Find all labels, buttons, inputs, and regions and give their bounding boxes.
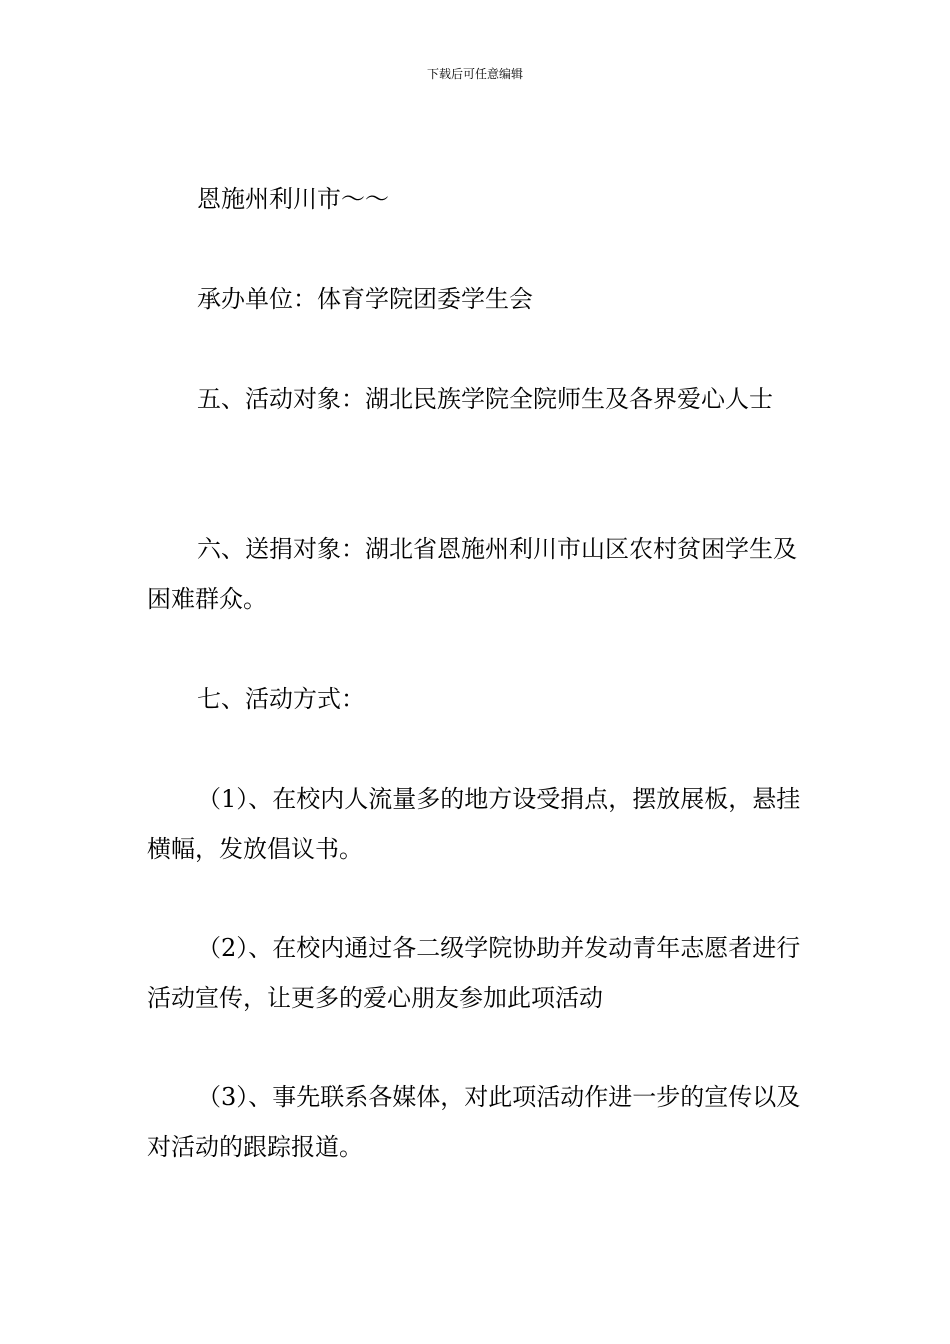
paragraph-location: 恩施州利川市～～ — [197, 185, 389, 213]
header-note: 下载后可任意编辑 — [426, 67, 523, 81]
paragraph-method-3: （3）、事先联系各媒体，对此项活动作进一步的宣传以及对活动的跟踪报道。 — [147, 1083, 801, 1161]
paragraph-method-heading: 七、活动方式： — [197, 685, 365, 713]
paragraph-participants: 五、活动对象：湖北民族学院全院师生及各界爱心人士 — [197, 385, 773, 413]
paragraph-organizer: 承办单位：体育学院团委学生会 — [197, 285, 533, 313]
paragraph-method-2: （2）、在校内通过各二级学院协助并发动青年志愿者进行活动宣传，让更多的爱心朋友参加此项活动 — [147, 934, 801, 1012]
paragraph-method-1: （1）、在校内人流量多的地方设受捐点，摆放展板，悬挂横幅，发放倡议书。 — [147, 785, 801, 863]
paragraph-beneficiaries: 六、送捐对象：湖北省恩施州利川市山区农村贫困学生及困难群众。 — [147, 535, 797, 613]
